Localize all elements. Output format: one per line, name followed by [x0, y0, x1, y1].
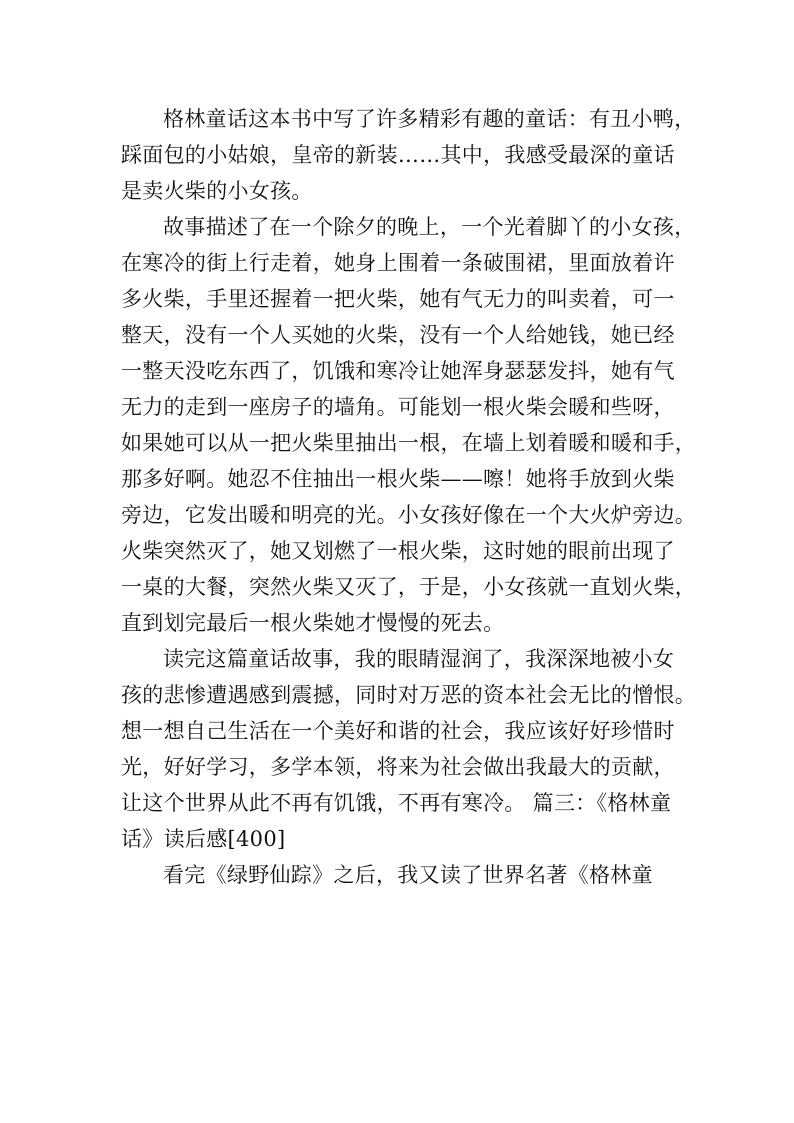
paragraph-2-line-8: 那多好啊。她忍不住抽出一根火柴——嚓！她将手放到火柴	[121, 467, 675, 491]
paragraph-2-line-9: 旁边，它发出暖和明亮的光。小女孩好像在一个大火炉旁边。	[121, 503, 697, 527]
article-body	[121, 101, 697, 893]
paragraph-2-line-6: 无力的走到一座房子的墙角。可能划一根火柴会暖和些呀，	[121, 395, 675, 419]
paragraph-2-line-2: 在寒冷的街上行走着，她身上围着一条破围裙，里面放着许	[121, 251, 675, 275]
paragraph-2-line-1: 故事描述了在一个除夕的晚上，一个光着脚丫的小女孩，	[163, 215, 696, 239]
paragraph-2-line-11: 一桌的大餐，突然火柴又灭了，于是，小女孩就一直划火柴，	[121, 575, 697, 599]
paragraph-3-line-1: 读完这篇童话故事，我的眼睛湿润了，我深深地被小女	[163, 647, 675, 671]
paragraph-3-line-3: 想一想自己生活在一个美好和谐的社会，我应该好好珍惜时	[121, 719, 675, 743]
paragraph-2-line-3: 多火柴，手里还握着一把火柴，她有气无力的叫卖着，可一	[121, 287, 675, 311]
paragraph-2-line-10: 火柴突然灭了，她又划燃了一根火柴，这时她的眼前出现了	[121, 539, 675, 563]
paragraph-2-line-7: 如果她可以从一把火柴里抽出一根，在墙上划着暖和暖和手，	[121, 431, 697, 455]
paragraph-1-line-2: 踩面包的小姑娘，皇帝的新装……其中，我感受最深的童话	[121, 143, 675, 167]
paragraph-3-line-4: 光，好好学习，多学本领，将来为社会做出我最大的贡献，	[121, 755, 675, 779]
paragraph-2-line-5: 一整天没吃东西了，饥饿和寒冷让她浑身瑟瑟发抖，她有气	[121, 359, 675, 383]
paragraph-2-line-4: 整天，没有一个人买她的火柴，没有一个人给她钱，她已经	[121, 323, 675, 347]
paragraph-4-line-1: 看完《绿野仙踪》之后，我又读了世界名著《格林童	[163, 863, 653, 887]
paragraph-1-line-1: 格林童话这本书中写了许多精彩有趣的童话：有丑小鸭，	[163, 107, 696, 131]
paragraph-2-line-12: 直到划完最后一根火柴她才慢慢的死去。	[121, 611, 505, 635]
paragraph-3-line-6: 话》读后感[400]	[121, 827, 286, 851]
paragraph-3-line-5: 让这个世界从此不再有饥饿，不再有寒冷。 篇三：《格林童	[121, 791, 672, 815]
paragraph-3-line-2: 孩的悲惨遭遇感到震撼，同时对万恶的资本社会无比的憎恨。	[121, 683, 697, 707]
paragraph-1-line-3: 是卖火柴的小女孩。	[121, 179, 313, 203]
